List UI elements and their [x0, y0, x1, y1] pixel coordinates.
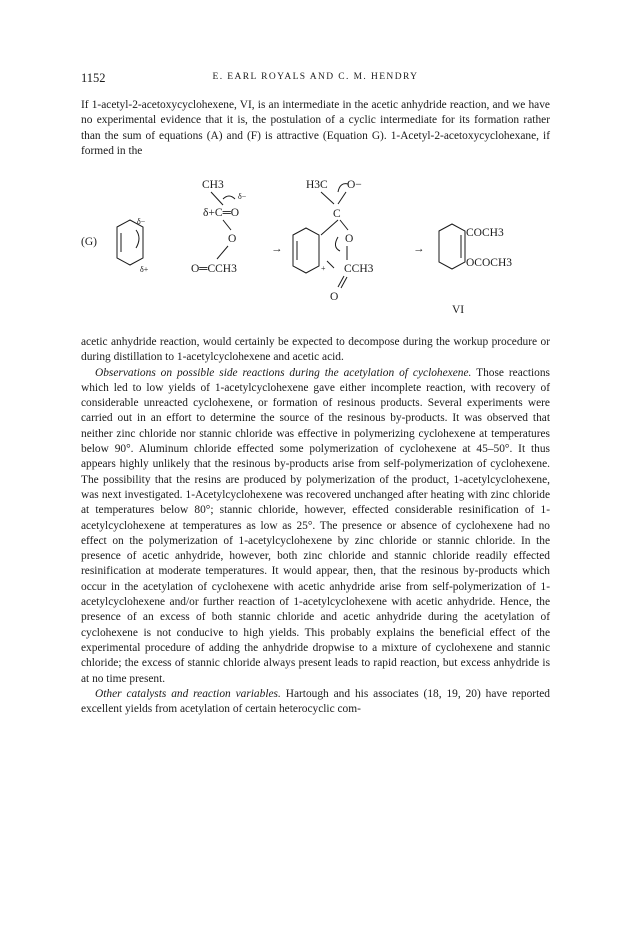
anhydride-carbonyl: δ+C═O	[203, 207, 240, 219]
electron-shift-arrow	[136, 230, 139, 248]
section-heading-side-reactions: Observations on possible side reactions during the acetylation of cyclohexene.	[95, 366, 472, 379]
intermediate-bond	[321, 220, 338, 235]
intro-paragraph-block	[81, 98, 550, 159]
paragraph-continued: acetic anhydride reaction, would certainly be expected to decompose during the workup procedure or during distillation to 1-acetylcyclohexene and acetic acid.	[81, 336, 550, 364]
intermediate-bond	[338, 276, 344, 287]
cyclohexene-ring	[117, 220, 143, 265]
anhydride-acetyl: O═CCH3	[191, 263, 237, 275]
anhydride-bond	[217, 246, 228, 259]
intermediate-o: O	[345, 233, 354, 245]
section-heading-other-catalysts: Other catalysts and reaction variables.	[95, 687, 281, 700]
product-coch3: COCH3	[466, 227, 504, 239]
anhydride-ch3: CH3	[202, 179, 224, 191]
anhydride-bridging-o: O	[228, 233, 237, 245]
paragraph-side-reactions-text: Those reactions which led to low yields of 1-acetylcyclohexene gave either incomplete reaction, with recovery of considerable unreacted cyclohexene, or formation of resinous products. Several experiments were carried out in an effort to determine the source of the resinous by-products. It was observed that neither zinc chloride nor stannic chloride was effective in polymerizing cyclohexene at temperatures below 90°. Aluminum chloride effected some polymerization of cyclohexene at 45–50°. It thus appears highly unlikely that the resinous by-products arise from self-polymerization of cyclohexene. The possibility that the resins are produced by polymerization of the product, 1-acetylcyclohexene, was next investigated. 1-Acetylcyclohexene was recovered unchanged after heating with zinc chloride at temperatures below 80°; stannic chloride, however, effected considerable resinification of 1-acetylcyclohexene at temperatures as low as 25°. The presence or absence of cyclohexene had no effect on the polymerization of 1-acetylcyclohexene by zinc chloride or stannic chloride. In the presence of acetic anhydride, however, both zinc chloride and stannic chloride readily effected resinification at moderate temperatures. It would appear, then, that the resinous by-products which occur in the acetylation of cyclohexene with acetic anhydride arise from self-polymerization of 1-acetylcyclohexene and/or further reaction of 1-acetylcyclohexene with acetic anhydride. Hence, the presence of an excess of both stannic chloride and acetic anhydride during the acetylation of cyclohexene is not conducive to high yields. This probably explains the beneficial effect of the experimental procedure of adding the anhydride dropwise to a mixture of cyclohexene and stannic chloride; the excess of stannic chloride always present leads to rapid reaction, but excess anhydride is at no time present.	[81, 366, 550, 685]
intermediate-bond	[341, 277, 347, 288]
intermediate-o-bottom: O	[330, 291, 339, 303]
intermediate-bond	[340, 220, 348, 230]
intermediate-h3c: H3C	[306, 179, 328, 191]
page-number: 1152	[81, 71, 106, 85]
intermediate-bond	[338, 192, 346, 204]
equation-label: (G)	[81, 236, 97, 248]
anhydride-bond	[223, 220, 231, 230]
running-head: E. EARL ROYALS AND C. M. HENDRY	[212, 72, 419, 82]
intro-paragraph: If 1-acetyl-2-acetoxycyclohexene, VI, is an intermediate in the acetic anhydride reaction, and we have no experimental evidence that it is, the postulation of a cyclic intermediate for its formation rather than the sum of equations (A) and (F) is attractive (Equation G). 1-Acetyl-2-acetoxycyclohexane, if formed in the	[81, 99, 550, 157]
product-ococh3: OCOCH3	[466, 257, 513, 269]
anhydride-delta-minus: δ−	[238, 192, 247, 201]
reaction-scheme-g	[81, 172, 550, 332]
paragraph-side-reactions	[81, 366, 550, 687]
intermediate-cch3: CCH3	[344, 263, 374, 275]
ring-delta-plus: δ+	[140, 265, 149, 274]
intermediate-arrow	[327, 261, 334, 268]
page-header	[81, 71, 550, 87]
reaction-arrow-1: →	[271, 243, 283, 255]
intermediate-curved-arrow	[335, 237, 340, 251]
anhydride-bond	[211, 192, 223, 205]
intermediate-ring	[293, 228, 319, 273]
product-label-vi: VI	[452, 304, 465, 316]
product-ring	[439, 224, 465, 269]
body-text	[81, 335, 550, 717]
intermediate-plus: +	[321, 264, 326, 273]
intermediate-bond	[321, 192, 334, 204]
paragraph-other-catalysts	[81, 687, 550, 718]
intermediate-carbon: C	[333, 208, 341, 220]
intermediate-o-minus: O−	[347, 179, 362, 191]
ring-delta-minus: δ−	[137, 217, 146, 226]
paragraph-other-catalysts-text: Hartough and his associates (18, 19, 20) have reported excellent yields from acetylation of certain heterocyclic com-	[81, 687, 550, 716]
reaction-arrow-2: →	[413, 243, 425, 255]
anhydride-curved-arrow	[223, 196, 235, 199]
